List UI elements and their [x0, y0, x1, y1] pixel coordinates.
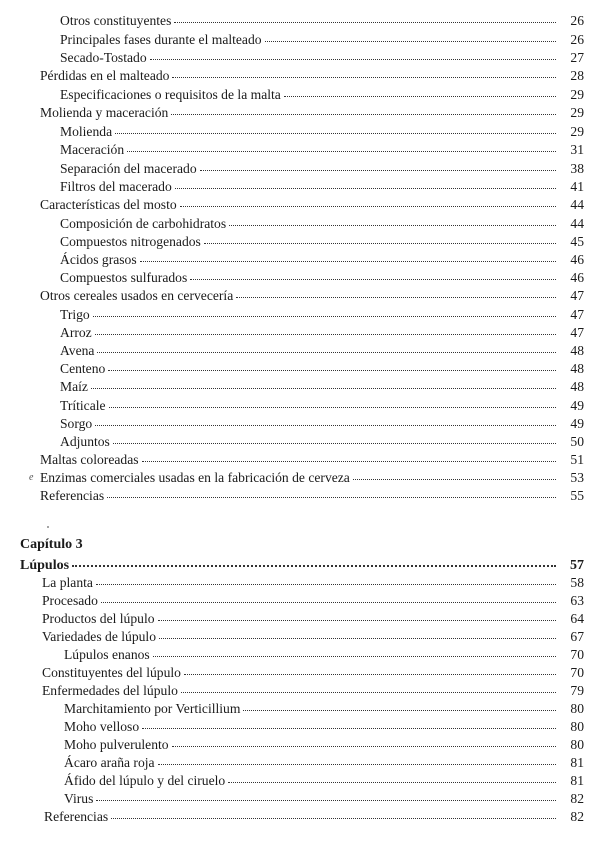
toc-entry-label: Productos del lúpulo [42, 611, 155, 626]
toc-entry-page: 82 [570, 791, 584, 806]
toc-entry [60, 31, 584, 49]
dot-leader [142, 450, 556, 462]
toc-entry [60, 123, 584, 141]
toc-entry [60, 378, 584, 396]
toc-entry-label: Marchitamiento por Verticillium [64, 701, 241, 716]
chapter-title-page: 57 [570, 558, 584, 573]
toc-entry-page: 44 [570, 216, 584, 231]
toc-entry [60, 141, 584, 159]
toc-entry-label: Otros cereales usados en cervecería [40, 288, 234, 303]
dot-leader [200, 159, 556, 171]
toc-entry-page: 38 [570, 161, 584, 176]
dot-leader [159, 627, 556, 639]
toc-entry-page: 26 [570, 13, 584, 28]
toc-entry-page: 27 [570, 50, 584, 65]
dot-leader [228, 771, 556, 783]
toc-entry-label: Enzimas comerciales usadas en la fabricación de cerveza [40, 470, 350, 485]
toc-entry-label: Compuestos sulfurados [60, 270, 188, 285]
dot-leader [127, 140, 556, 152]
toc-entry-label: Ácidos grasos [60, 252, 137, 267]
toc-entry-label: Ácaro araña roja [64, 755, 155, 770]
dot-leader [97, 341, 556, 353]
toc-entry-label: Tríticale [60, 398, 106, 413]
dot-leader [153, 645, 556, 657]
toc-entry [40, 287, 584, 305]
toc-entry-page: 79 [570, 683, 584, 698]
toc-entry-page: 44 [570, 197, 584, 212]
toc-entry-label: Variedades de lúpulo [42, 629, 156, 644]
toc-entry-page: 53 [570, 470, 584, 485]
toc-entry-label: Maltas coloreadas [40, 452, 139, 467]
toc-entry-label: Maíz [60, 379, 88, 394]
toc-entry-page: 70 [570, 665, 584, 680]
toc-entry-page: 48 [570, 379, 584, 394]
toc-entry [42, 610, 584, 628]
dot-leader [96, 573, 556, 585]
dot-leader [284, 85, 556, 97]
toc-entry-label: Pérdidas en el malteado [40, 68, 170, 83]
dot-leader [111, 807, 556, 819]
toc-entry [60, 251, 584, 269]
dot-leader [158, 609, 556, 621]
toc-entry-label: Centeno [60, 361, 106, 376]
toc-entry [42, 574, 584, 592]
toc-entry-label: Trigo [60, 307, 90, 322]
dot-leader [172, 66, 556, 78]
dot-leader [140, 250, 556, 262]
dot-leader [113, 432, 556, 444]
toc-entry-page: 50 [570, 434, 584, 449]
toc-entry-page: 82 [570, 809, 584, 824]
toc-entry [60, 215, 584, 233]
toc-entry [60, 397, 584, 415]
toc-entry [42, 664, 584, 682]
toc-entry-page: 55 [570, 488, 584, 503]
dot-leader [172, 735, 556, 747]
dot-leader [243, 699, 556, 711]
dot-leader [181, 681, 556, 693]
toc-entry-page: 67 [570, 629, 584, 644]
dot-leader [265, 30, 556, 42]
toc-entry [60, 269, 584, 287]
toc-entry-page: 41 [570, 179, 584, 194]
toc-entry [64, 736, 584, 754]
toc-entry [60, 342, 584, 360]
toc-entry-page: 26 [570, 32, 584, 47]
dot-leader [93, 305, 556, 317]
dot-leader [158, 753, 556, 765]
dot-leader [108, 359, 556, 371]
toc-entry-label: Molienda [60, 124, 113, 139]
toc-entry [64, 772, 584, 790]
toc-entry-label: Otros constituyentes [60, 13, 172, 28]
toc-entry-page: 80 [570, 737, 584, 752]
toc-entry [44, 808, 584, 826]
toc-entry-label: Virus [64, 791, 94, 806]
toc-entry-page: 46 [570, 270, 584, 285]
toc-entry-page: 47 [570, 325, 584, 340]
toc-entry [60, 86, 584, 104]
dot-leader [175, 177, 556, 189]
toc-entry-page: 46 [570, 252, 584, 267]
toc-entry-label: Molienda y maceración [40, 105, 169, 120]
toc-entry [60, 324, 584, 342]
toc-entry-label: Referencias [44, 809, 109, 824]
toc-entry-page: 81 [570, 773, 584, 788]
dot-leader [96, 789, 556, 801]
toc-entry [64, 718, 584, 736]
toc-entry [60, 360, 584, 378]
dot-leader [236, 286, 556, 298]
dot-leader [229, 214, 556, 226]
toc-entry-label: Especificaciones o requisitos de la malta [60, 87, 281, 102]
toc-entry-page: 80 [570, 701, 584, 716]
dot-leader [150, 48, 556, 60]
toc-entry-label: Maceración [60, 142, 125, 157]
dot-leader [101, 591, 556, 603]
toc-entry-page: 47 [570, 307, 584, 322]
toc-entry-label: Adjuntos [60, 434, 110, 449]
toc-entry-page: 49 [570, 416, 584, 431]
toc-entry-label: Composición de carbohidratos [60, 216, 227, 231]
toc-entry-page: 29 [570, 105, 584, 120]
dot-leader [171, 103, 556, 115]
toc-entry-label: La planta [42, 575, 93, 590]
toc-entry-page: 70 [570, 647, 584, 662]
dot-leader [115, 122, 556, 134]
dot-leader [353, 468, 556, 480]
toc-entry [40, 104, 584, 122]
toc-entry [60, 233, 584, 251]
dot-leader [95, 323, 556, 335]
toc-entry [64, 790, 584, 808]
dot-leader [72, 554, 556, 567]
toc-entry-page: 80 [570, 719, 584, 734]
toc-entry-label: Enfermedades del lúpulo [42, 683, 178, 698]
toc-entry [60, 415, 584, 433]
toc-entry [64, 754, 584, 772]
toc-entry-label: Compuestos nitrogenados [60, 234, 201, 249]
dot-leader [184, 663, 556, 675]
toc-entry-label: Sorgo [60, 416, 93, 431]
toc-entry-label: Moho pulverulento [64, 737, 169, 752]
toc-entry [40, 196, 584, 214]
dot-leader [180, 195, 556, 207]
toc-entry-page: 48 [570, 361, 584, 376]
dot-leader [107, 486, 556, 498]
toc-entry-page: 64 [570, 611, 584, 626]
toc-entry [60, 306, 584, 324]
toc-entry-page: 31 [570, 142, 584, 157]
toc-entry [64, 700, 584, 718]
toc-entry [60, 12, 584, 30]
dot-leader [190, 268, 556, 280]
toc-entry-page: 29 [570, 87, 584, 102]
scan-speck [47, 526, 49, 528]
toc-entry [60, 49, 584, 67]
toc-entry-page: 63 [570, 593, 584, 608]
dot-leader [109, 396, 556, 408]
toc-entry-page: 28 [570, 68, 584, 83]
toc-entry [40, 451, 584, 469]
margin-mark: e [29, 472, 34, 483]
toc-entry-page: 49 [570, 398, 584, 413]
toc-entry [40, 469, 584, 487]
toc-entry [42, 592, 584, 610]
chapter-title: Lúpulos [20, 558, 70, 573]
toc-entry-page: 45 [570, 234, 584, 249]
toc-entry-label: Constituyentes del lúpulo [42, 665, 181, 680]
chapter-heading: Capítulo 3 [20, 537, 83, 552]
toc-entry-label: Principales fases durante el malteado [60, 32, 262, 47]
dot-leader [142, 717, 556, 729]
toc-entry [60, 433, 584, 451]
toc-entry [40, 487, 584, 505]
dot-leader [204, 232, 556, 244]
toc-entry-label: Secado-Tostado [60, 50, 147, 65]
toc-entry [60, 160, 584, 178]
toc-entry-label: Referencias [40, 488, 105, 503]
toc-entry [60, 178, 584, 196]
toc-entry-label: Avena [60, 343, 95, 358]
toc-entry-label: Áfido del lúpulo y del ciruelo [64, 773, 226, 788]
dot-leader [174, 11, 556, 23]
toc-entry-label: Filtros del macerado [60, 179, 172, 194]
toc-entry-label: Características del mosto [40, 197, 177, 212]
toc-entry [64, 646, 584, 664]
toc-entry-page: 48 [570, 343, 584, 358]
toc-entry [42, 628, 584, 646]
toc-entry [42, 682, 584, 700]
toc-entry-page: 51 [570, 452, 584, 467]
toc-entry-label: Moho velloso [64, 719, 140, 734]
toc-entry-page: 29 [570, 124, 584, 139]
dot-leader [91, 377, 556, 389]
toc-entry-page: 47 [570, 288, 584, 303]
dot-leader [95, 414, 556, 426]
toc-entry-label: Procesado [42, 593, 98, 608]
toc-entry-label: Arroz [60, 325, 92, 340]
toc-entry-label: Separación del macerado [60, 161, 197, 176]
toc-entry-page: 81 [570, 755, 584, 770]
toc-entry-label: Lúpulos enanos [64, 647, 150, 662]
toc-entry [40, 67, 584, 85]
toc-entry-page: 58 [570, 575, 584, 590]
